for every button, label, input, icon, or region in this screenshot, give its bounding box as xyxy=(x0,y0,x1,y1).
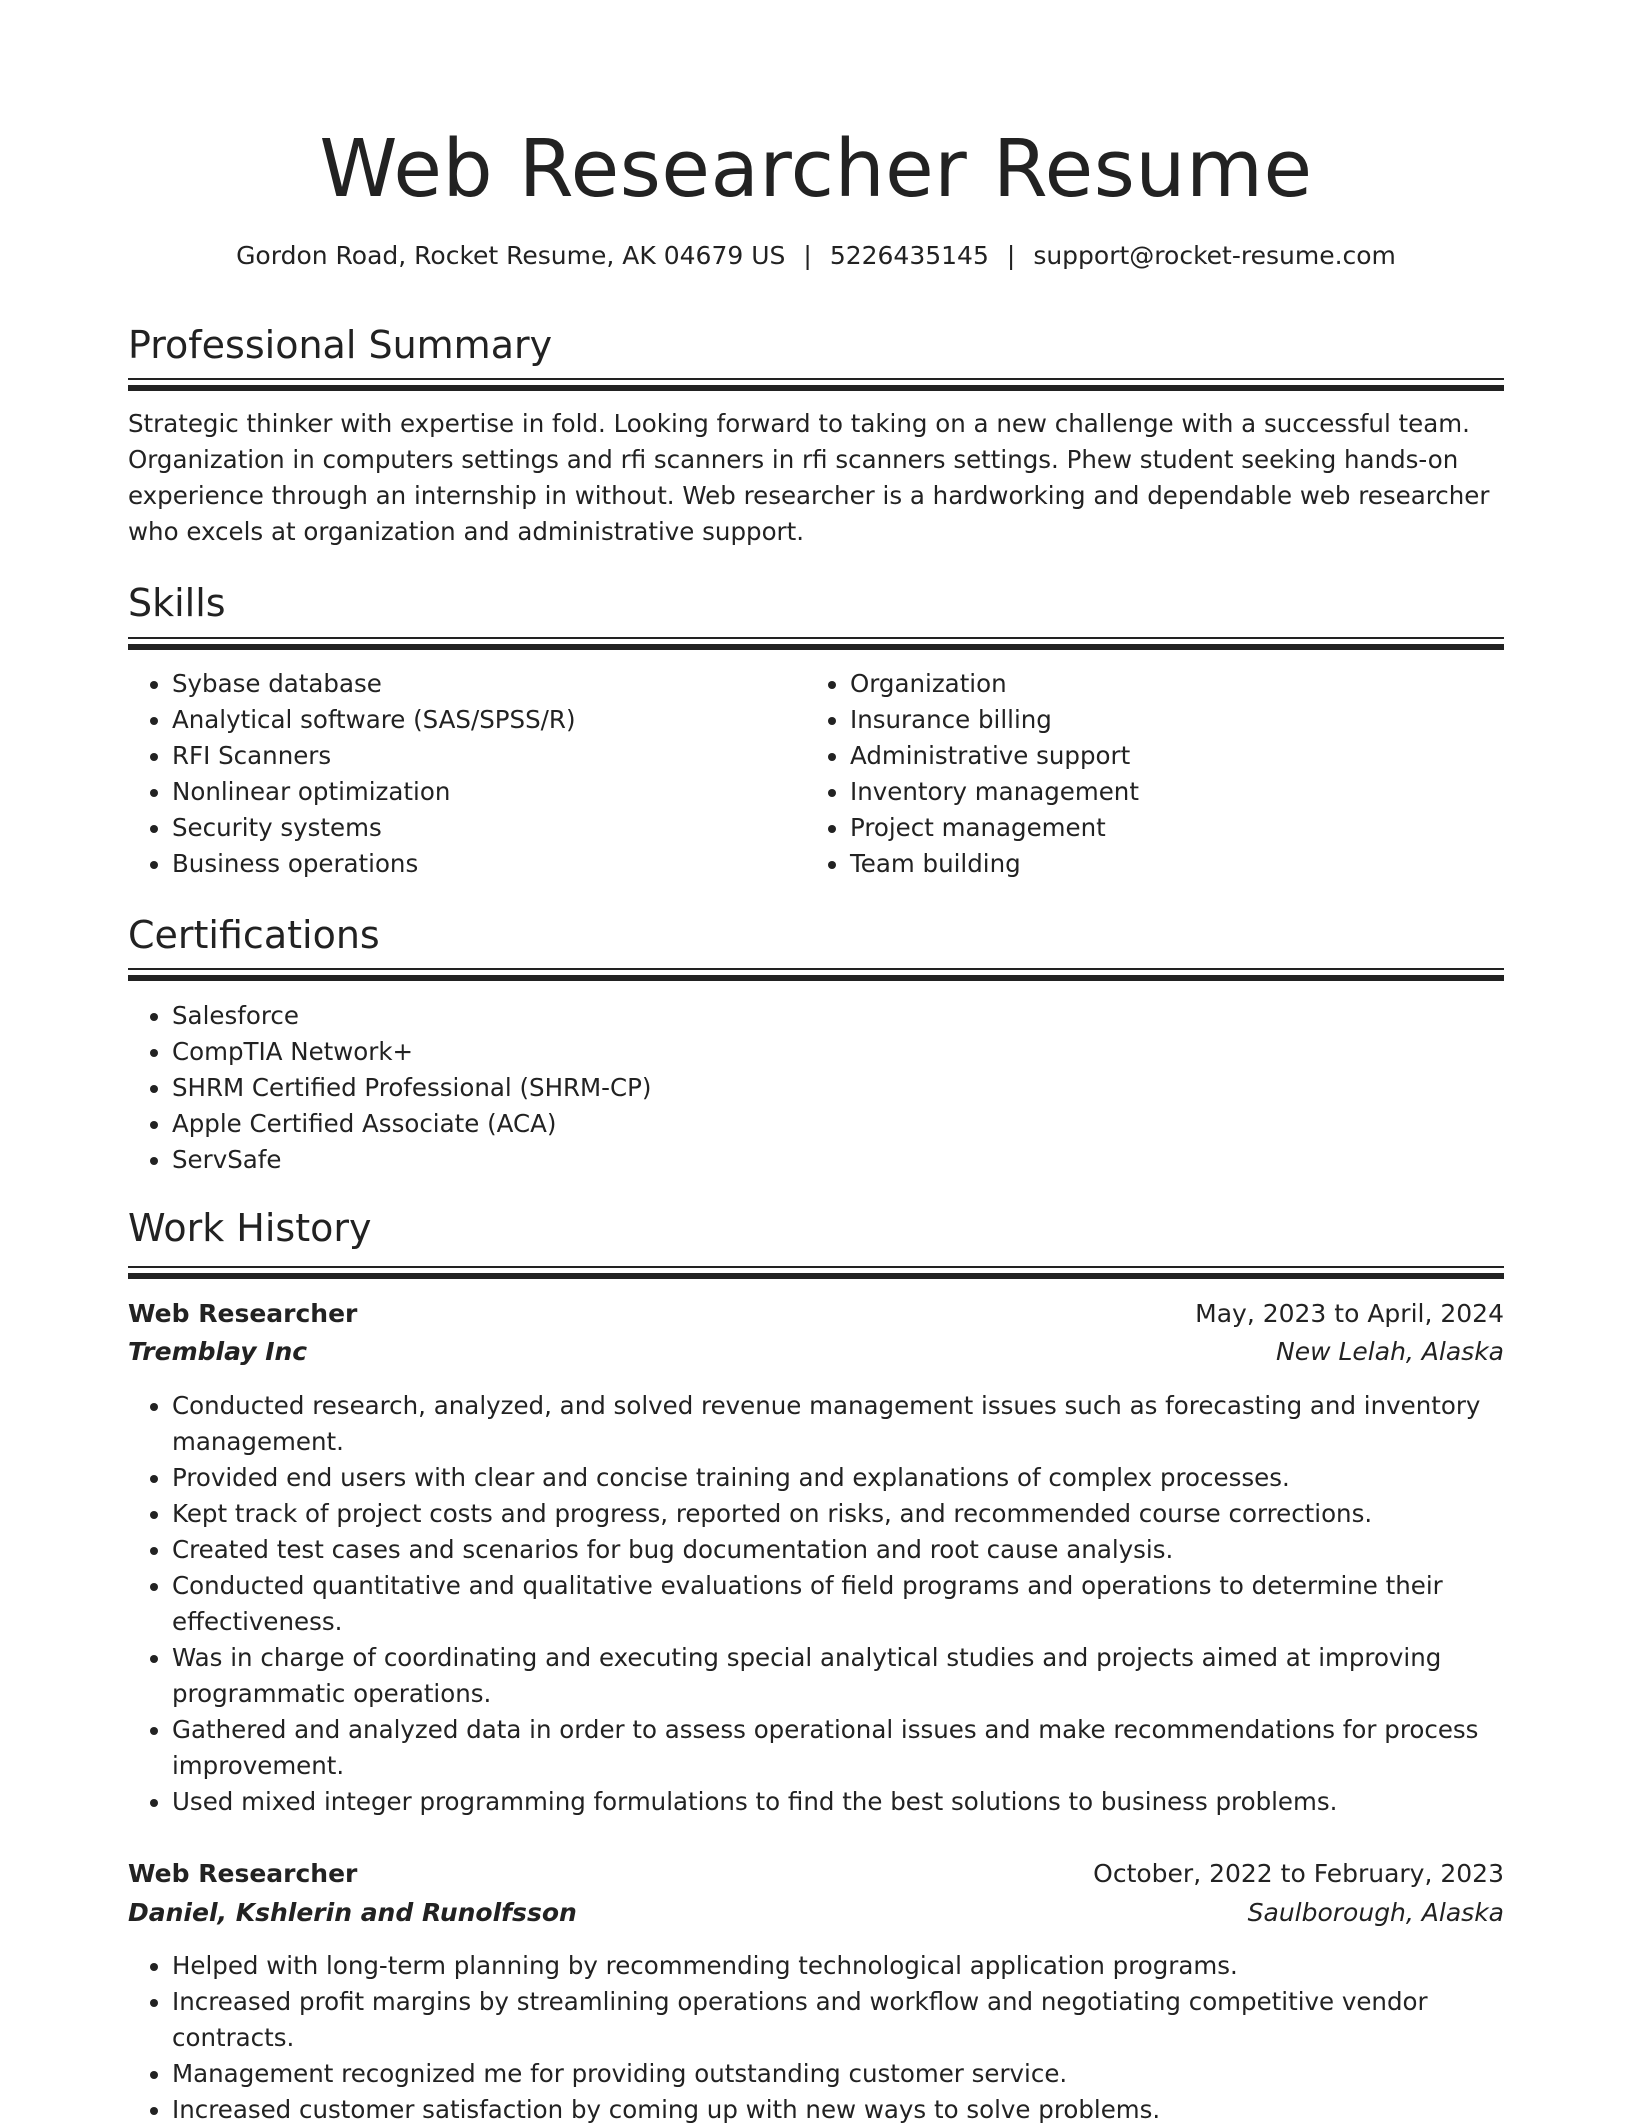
job-bullets xyxy=(128,1948,1504,2128)
job-bullet: • Increased customer satisfaction by coming up with new ways to solve problems. xyxy=(172,2092,1504,2128)
certifications-heading: Certifications xyxy=(128,913,380,957)
contact-separator: | xyxy=(1006,241,1016,270)
job-bullet: • Management recognized me for providing outstanding customer service. xyxy=(172,2056,1504,2092)
contact-line xyxy=(128,240,1504,272)
skills-heading: Skills xyxy=(128,581,226,625)
job-title: Web Researcher xyxy=(128,1299,358,1328)
job-bullet: • Helped with long-term planning by recommending technological application programs. xyxy=(172,1948,1504,1984)
skill-item: • Insurance billing xyxy=(850,702,1504,738)
skill-item: • Security systems xyxy=(172,810,806,846)
section-divider xyxy=(128,378,1504,391)
job-company: Daniel, Kshlerin and Runolfsson xyxy=(128,1898,577,1927)
certification-item: • Apple Certified Associate (ACA) xyxy=(172,1106,1504,1142)
contact-address: Gordon Road, Rocket Resume, AK 04679 US xyxy=(236,241,786,270)
job-company: Tremblay Inc xyxy=(128,1337,308,1366)
job-bullet: • Was in charge of coordinating and executing special analytical studies and projects aimed at improving programmatic operations. xyxy=(172,1640,1504,1712)
job-bullets xyxy=(128,1388,1504,1820)
contact-separator: | xyxy=(803,241,812,270)
job-dates: October, 2022 to February, 2023 xyxy=(1093,1859,1504,1888)
skill-item: • Analytical software (SAS/SPSS/R) xyxy=(172,702,806,738)
summary-heading: Professional Summary xyxy=(128,323,553,367)
job-header xyxy=(128,1855,1504,1893)
job-bullet: • Provided end users with clear and concise training and explanations of complex processes. xyxy=(172,1460,1504,1496)
job-bullet: • Conducted research, analyzed, and solved revenue management issues such as forecasting and inventory management. xyxy=(172,1388,1504,1460)
contact-email[interactable]: support@rocket-resume.com xyxy=(1033,241,1396,270)
skills-list-left xyxy=(128,666,806,882)
certification-item: • ServSafe xyxy=(172,1142,1504,1178)
certifications-list xyxy=(128,998,1504,1178)
certification-item: • SHRM Certified Professional (SHRM-CP) xyxy=(172,1070,1504,1106)
skill-item: • Team building xyxy=(850,846,1504,882)
job-location: New Lelah, Alaska xyxy=(1276,1337,1504,1366)
job-bullet: • Increased profit margins by streamlining operations and workflow and negotiating competitive vendor contracts. xyxy=(172,1984,1504,2056)
certification-item: • Salesforce xyxy=(172,998,1504,1034)
section-divider xyxy=(128,968,1504,981)
job-bullet: • Kept track of project costs and progress, reported on risks, and recommended course corrections. xyxy=(172,1496,1504,1532)
section-divider xyxy=(128,637,1504,650)
skill-item: • Business operations xyxy=(172,846,806,882)
summary-text: Strategic thinker with expertise in fold. Looking forward to taking on a new challenge with a successful team. Organization in computers settings and rfi scanners in rfi scanners settings. Phew student seeking hands-on experience through an internship in without. Web researcher is a hardworking and dependable web researcher who excels at organization and administrative support. xyxy=(128,409,1490,546)
certification-item: • CompTIA Network+ xyxy=(172,1034,1504,1070)
job-subheader xyxy=(128,1894,1504,1932)
skills-list-right xyxy=(806,666,1504,882)
skill-item: • Inventory management xyxy=(850,774,1504,810)
job-bullet: • Conducted quantitative and qualitative evaluations of field programs and operations to determine their effectiveness. xyxy=(172,1568,1504,1640)
job-location: Saulborough, Alaska xyxy=(1247,1898,1504,1927)
job-bullet: • Gathered and analyzed data in order to assess operational issues and make recommendations for process improvement. xyxy=(172,1712,1504,1784)
contact-phone: 5226435145 xyxy=(829,241,989,270)
work-heading: Work History xyxy=(128,1206,372,1250)
job-subheader xyxy=(128,1333,1504,1371)
job-bullet: • Created test cases and scenarios for bug documentation and root cause analysis. xyxy=(172,1532,1504,1568)
section-divider xyxy=(128,1266,1504,1279)
job-bullet: • Used mixed integer programming formulations to find the best solutions to business problems. xyxy=(172,1784,1504,1820)
skill-item: • RFI Scanners xyxy=(172,738,806,774)
job-title: Web Researcher xyxy=(128,1859,358,1888)
skill-item: • Nonlinear optimization xyxy=(172,774,806,810)
job-header xyxy=(128,1295,1504,1333)
skill-item: • Organization xyxy=(850,666,1504,702)
job-dates: May, 2023 to April, 2024 xyxy=(1195,1299,1504,1328)
skill-item: • Administrative support xyxy=(850,738,1504,774)
skill-item: • Project management xyxy=(850,810,1504,846)
skill-item: • Sybase database xyxy=(172,666,806,702)
resume-title: Web Researcher Resume xyxy=(319,123,1313,215)
